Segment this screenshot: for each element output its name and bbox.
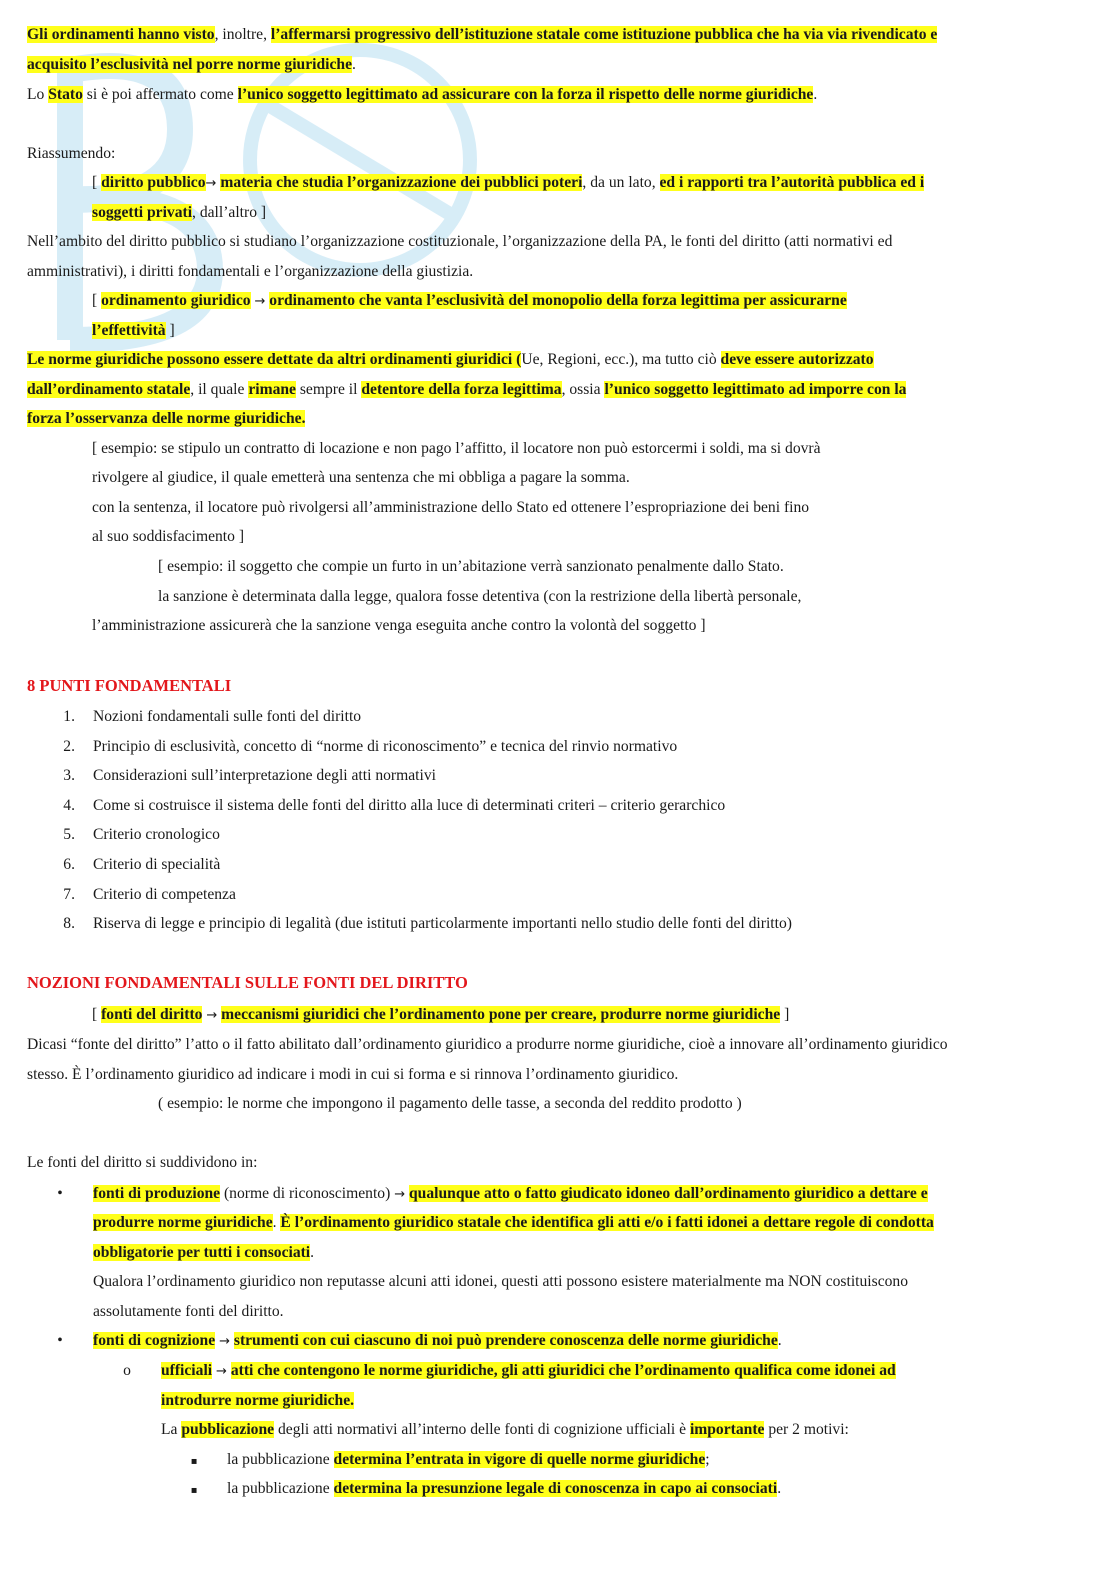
list-item [27, 884, 236, 906]
highlight-text: produrre norme giuridiche [93, 1214, 273, 1231]
bullet-icon: • [57, 1332, 63, 1349]
highlight-text: È l’ordinamento giuridico statale che identifica gli atti e/o i fatti idonei a dettare regole di condotta [280, 1214, 934, 1231]
list-item [27, 795, 725, 817]
term: fonti di cognizione [93, 1332, 216, 1349]
list-number: 3. [63, 767, 75, 784]
example-line: rivolgere al giudice, il quale emetterà una sentenza che mi obbliga a pagare la somma. [92, 469, 630, 486]
example-line: [ esempio: il soggetto che compie un furto in un’abitazione verrà sanzionato penalmente dallo Stato. [158, 558, 784, 575]
arrow-right-icon: → [206, 1008, 218, 1023]
highlight-text: deve essere autorizzato [720, 351, 874, 368]
highlight-text: pubblicazione [181, 1421, 275, 1438]
list-item [27, 824, 220, 846]
highlight-text: ed i rapporti tra l’autorità pubblica ed i [659, 174, 925, 191]
motivo-item [161, 1449, 710, 1473]
text: degli atti normativi all’interno delle fonti di cognizione ufficiali è [274, 1421, 690, 1438]
highlight-text: dall’ordinamento statale [27, 381, 191, 398]
text: ; [705, 1451, 710, 1468]
highlight-text: l’effettività [92, 322, 166, 339]
paragraph-line: amministrativi), i diritti fondamentali e l’organizzazione della giustizia. [27, 263, 474, 280]
highlight-text: importante [689, 1421, 765, 1438]
text: per 2 motivi: [764, 1421, 849, 1438]
highlight-text: obbligatorie per tutti i consociati [93, 1244, 311, 1261]
example-line: [ esempio: se stipulo un contratto di locazione e non pago l’affitto, il locatore non può estorcermi i soldi, ma si dovrà [92, 440, 821, 457]
term: ufficiali [161, 1362, 213, 1379]
highlight-text: detentore della forza legittima [361, 381, 562, 398]
list-number: 4. [63, 797, 75, 814]
arrow-right-icon: → [394, 1187, 406, 1202]
example-line: al suo soddisfacimento ] [92, 528, 245, 545]
arrow-right-icon: → [219, 1334, 230, 1349]
term: diritto pubblico [101, 174, 206, 191]
text: , inoltre, [214, 26, 271, 43]
ufficiali-line-2 [161, 1390, 354, 1412]
bullet-icon: • [57, 1185, 63, 1202]
list-text: Principio di esclusività, concetto di “norme di riconoscimento” e tecnica del rinvio normativo [93, 738, 678, 755]
highlight-text: acquisito l’esclusività nel porre norme giuridiche [27, 56, 352, 73]
highlight-text: ordinamento che vanta l’esclusività del monopolio della forza legittima per assicurarne [269, 292, 847, 309]
list-number: 5. [63, 826, 75, 843]
example-line: con la sentenza, il locatore può rivolgersi all’amministrazione dello Stato ed ottenere l’espropriazione dei beni fino [92, 499, 810, 516]
intro-line-1 [27, 24, 937, 46]
pubblicazione-line [161, 1419, 849, 1441]
text: ] [780, 1006, 790, 1023]
highlight-text: Le norme giuridiche possono essere dettate da altri ordinamenti giuridici ( [27, 351, 522, 368]
square-bullet-icon: ▪ [190, 1456, 198, 1467]
text: . [777, 1332, 782, 1349]
text: si è poi affermato come [82, 86, 238, 103]
term: fonti del diritto [101, 1006, 203, 1023]
heading-8-punti: 8 PUNTI FONDAMENTALI [27, 676, 232, 695]
definition-ordinamento-giuridico-cont [92, 320, 175, 342]
highlight-text: meccanismi giuridici che l’ordinamento pone per creare, produrre norme giuridiche [221, 1006, 781, 1023]
definition-diritto-pubblico-cont [92, 202, 266, 224]
text: sempre il [295, 381, 362, 398]
example-line: l’amministrazione assicurerà che la sanzione venga eseguita anche contro la volontà del soggetto ] [92, 617, 706, 634]
text: [ [92, 1006, 102, 1023]
highlight-text: rimane [248, 381, 296, 398]
paragraph-line: Le fonti del diritto si suddividono in: [27, 1154, 258, 1171]
list-item [27, 854, 220, 876]
paragraph-line: Nell’ambito del diritto pubblico si studiano l’organizzazione costituzionale, l’organizzazione della PA, le fonti del diritto (atti normativi ed [27, 233, 893, 250]
list-text: Riserva di legge e principio di legalità (due istituti particolarmente importanti nello studio delle fonti del diritto) [93, 915, 792, 932]
text: la pubblicazione [227, 1480, 334, 1497]
highlight-text: determina la presunzione legale di conoscenza in capo ai consociati [333, 1480, 778, 1497]
text: , il quale [190, 381, 249, 398]
definition-diritto-pubblico [92, 172, 924, 195]
paragraph-line: Qualora l’ordinamento giuridico non reputasse alcuni atti idonei, questi atti possono esistere materialmente ma NON costituiscono [93, 1273, 909, 1290]
intro-line-2 [27, 54, 356, 76]
text: , da un lato, [582, 174, 660, 191]
arrow-right-icon: → [205, 176, 217, 191]
text: . [777, 1480, 782, 1497]
riassunto-title: Riassumendo: [27, 145, 116, 162]
intro-line-3 [27, 84, 817, 106]
highlight-text: determina l’entrata in vigore di quelle norme giuridiche [333, 1451, 706, 1468]
list-number: 1. [63, 708, 75, 725]
list-item [27, 913, 792, 935]
highlight-text: introdurre norme giuridiche. [161, 1392, 355, 1409]
norme-line-1 [27, 349, 874, 371]
paragraph-line: stesso. È l’ordinamento giuridico ad indicare i modi in cui si forma e si rinnova l’ordinamento giuridico. [27, 1066, 679, 1083]
text: (norme di riconoscimento) [220, 1185, 395, 1202]
text: . [272, 1214, 281, 1231]
bullet-fonti-cognizione [27, 1330, 782, 1353]
text: [ [92, 292, 102, 309]
sub-bullet-icon: o [123, 1362, 131, 1379]
definition-fonti-del-diritto [92, 1004, 789, 1027]
list-number: 8. [63, 915, 75, 932]
list-number: 2. [63, 738, 75, 755]
norme-line-2 [27, 379, 906, 401]
fonti-produzione-line-3 [93, 1242, 314, 1264]
text: la pubblicazione [227, 1451, 334, 1468]
highlight-text: qualunque atto o fatto giudicato idoneo dall’ordinamento giuridico a dettare e [409, 1185, 928, 1202]
highlight-text: materia che studia l’organizzazione dei pubblici poteri [220, 174, 583, 191]
highlight-text: soggetti privati [92, 204, 193, 221]
term: fonti di produzione [93, 1185, 221, 1202]
list-text: Criterio di specialità [93, 856, 221, 873]
example-line: ( esempio: le norme che impongono il pagamento delle tasse, a seconda del reddito prodotto ) [158, 1095, 742, 1112]
example-line: la sanzione è determinata dalla legge, qualora fosse detentiva (con la restrizione della libertà personale, [158, 588, 802, 605]
highlight-text: Gli ordinamenti hanno visto [27, 26, 215, 43]
highlight-text: forza l’osservanza delle norme giuridiche. [27, 410, 306, 427]
fonti-produzione-line-2 [93, 1212, 934, 1234]
highlight-text: l’unico soggetto legittimato ad assicurare con la forza il rispetto delle norme giuridiche [237, 86, 814, 103]
text: . [813, 86, 818, 103]
heading-nozioni: NOZIONI FONDAMENTALI SULLE FONTI DEL DIRITTO [27, 973, 468, 992]
list-text: Nozioni fondamentali sulle fonti del diritto [93, 708, 362, 725]
list-item [27, 736, 677, 758]
paragraph-line: assolutamente fonti del diritto. [93, 1303, 284, 1320]
list-text: Criterio cronologico [93, 826, 220, 843]
list-item [27, 765, 436, 787]
text: ] [165, 322, 175, 339]
text: Ue, Regioni, ecc.), ma tutto ciò [521, 351, 721, 368]
list-item [27, 706, 361, 728]
highlight-text: l’affermarsi progressivo dell’istituzione statale come istituzione pubblica che ha via via rivendicato e [270, 26, 938, 43]
highlight-text: strumenti con cui ciascuno di noi può prendere conoscenza delle norme giuridiche [233, 1332, 778, 1349]
text: [ [92, 174, 102, 191]
list-number: 7. [63, 886, 75, 903]
list-text: Come si costruisce il sistema delle fonti del diritto alla luce di determinati criteri – criterio gerarchico [93, 797, 726, 814]
square-bullet-icon: ▪ [190, 1485, 198, 1496]
list-number: 6. [63, 856, 75, 873]
sub-bullet-ufficiali [93, 1360, 896, 1383]
paragraph-line: Dicasi “fonte del diritto” l’atto o il fatto abilitato dall’ordinamento giuridico a produrre norme giuridiche, cioè a innovare all’ordinamento giuridico [27, 1036, 948, 1053]
text: , ossia [561, 381, 605, 398]
text: , dall’altro ] [192, 204, 267, 221]
list-text: Criterio di competenza [93, 886, 236, 903]
list-text: Considerazioni sull’interpretazione degli atti normativi [93, 767, 436, 784]
highlight-text: atti che contengono le norme giuridiche, gli atti giuridici che l’ordinamento qualifica come idonei ad [230, 1362, 896, 1379]
term: ordinamento giuridico [101, 292, 251, 309]
highlight-text: l’unico soggetto legittimato ad imporre con la [604, 381, 907, 398]
bullet-fonti-produzione [27, 1183, 928, 1206]
motivo-item [161, 1478, 781, 1502]
text: Lo [27, 86, 49, 103]
definition-ordinamento-giuridico [92, 290, 847, 313]
text: La [161, 1421, 182, 1438]
text: . [310, 1244, 315, 1261]
arrow-right-icon: → [216, 1364, 227, 1379]
arrow-right-icon: → [254, 294, 266, 309]
norme-line-3 [27, 408, 305, 430]
highlight-text: Stato [48, 86, 83, 103]
text: . [352, 56, 356, 73]
